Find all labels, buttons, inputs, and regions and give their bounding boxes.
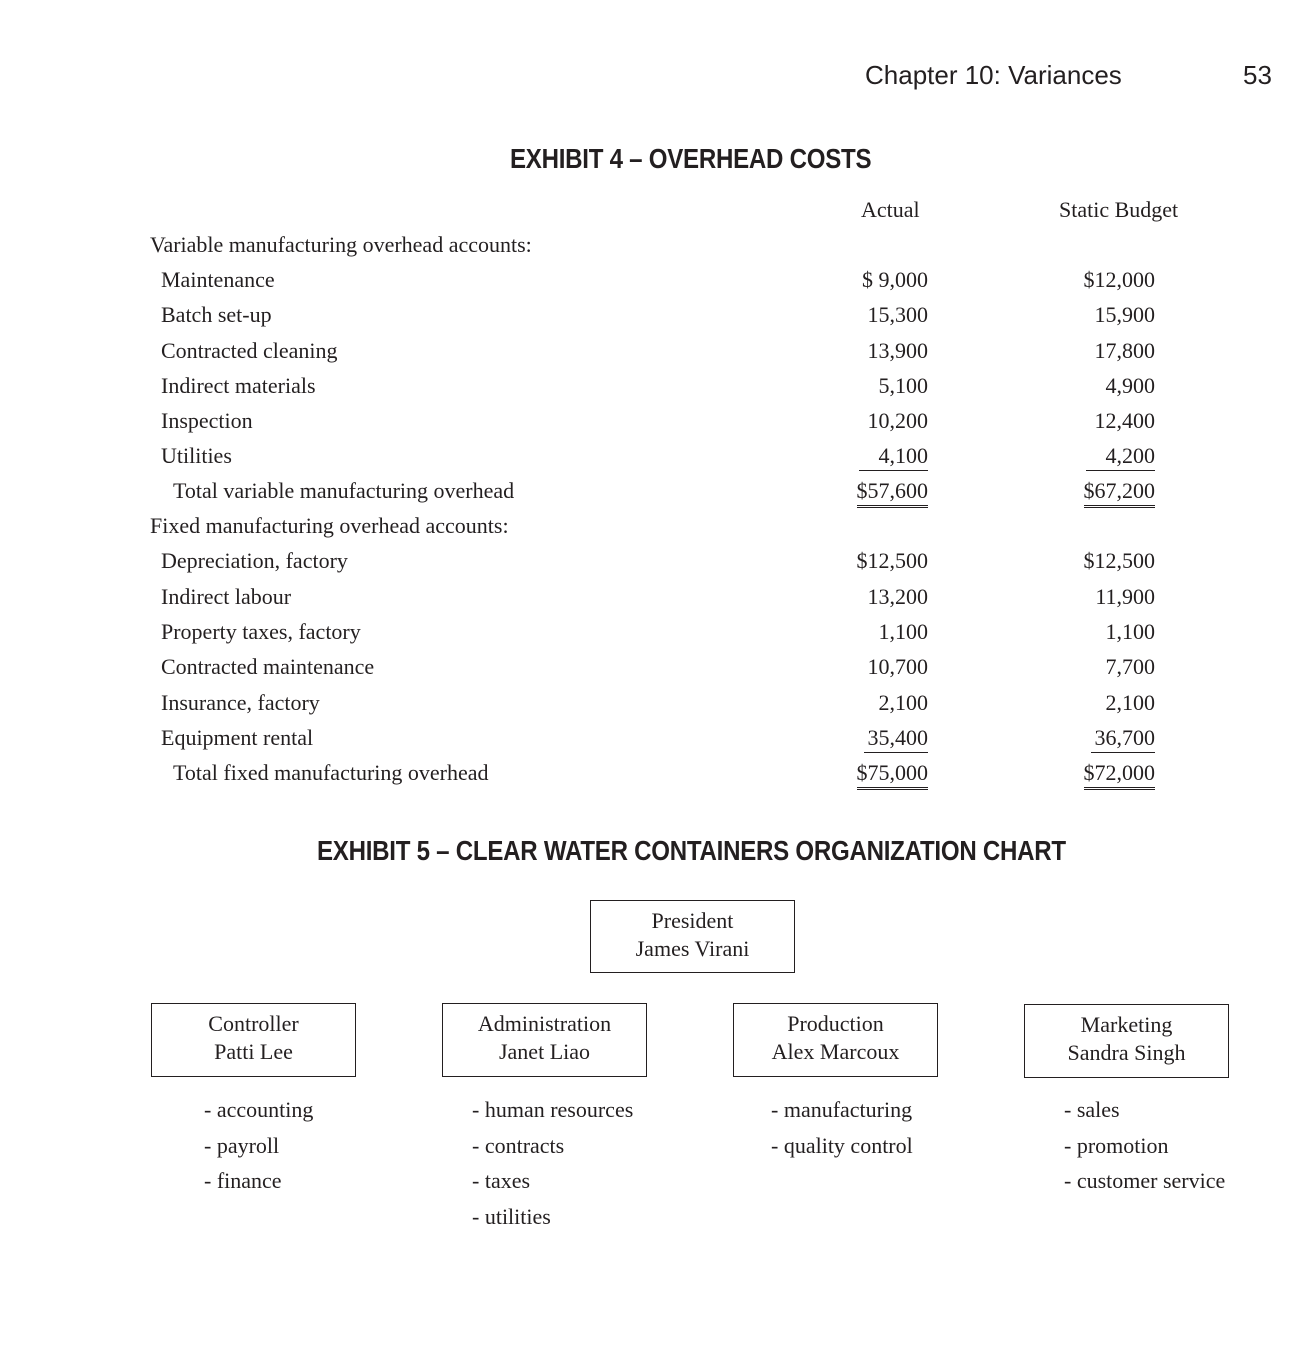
org-role: Marketing <box>1080 1012 1173 1037</box>
variable-row-label: Maintenance <box>161 267 275 292</box>
variable-row-budget: 17,800 <box>1094 338 1155 363</box>
fixed-row-budget: 2,100 <box>1105 690 1155 715</box>
variable-row-label: Batch set-up <box>161 302 272 327</box>
duty-item: - utilities <box>472 1203 551 1229</box>
exhibit-4-title: EXHIBIT 4 – OVERHEAD COSTS <box>510 143 872 174</box>
variable-row-budget: 4,900 <box>1105 373 1155 398</box>
org-box-controller <box>151 1003 356 1077</box>
fixed-row-label: Contracted maintenance <box>161 654 375 679</box>
variable-row-budget: 4,200 <box>1045 443 1155 471</box>
variable-row-actual: 10,200 <box>867 408 928 433</box>
duty-item: - quality control <box>771 1132 913 1158</box>
variable-row-label: Indirect materials <box>161 373 316 398</box>
fixed-row-budget: $12,500 <box>1083 548 1155 573</box>
fixed-row-actual: 10,700 <box>867 654 928 679</box>
duty-item: - promotion <box>1064 1132 1169 1158</box>
fixed-row-label: Indirect labour <box>161 584 292 609</box>
column-header-actual: Actual <box>861 197 920 222</box>
variable-overhead-heading: Variable manufacturing overhead accounts: <box>150 232 532 257</box>
org-person-name: James Virani <box>635 936 750 961</box>
fixed-row-actual: 2,100 <box>878 690 928 715</box>
fixed-row-label: Depreciation, factory <box>161 548 348 573</box>
chapter-title: Chapter 10: Variances <box>865 60 1122 90</box>
fixed-row-label: Property taxes, factory <box>161 619 361 644</box>
page-number: 53 <box>1243 60 1272 90</box>
column-header-static-budget: Static Budget <box>1059 197 1179 222</box>
org-role: Production <box>787 1011 884 1036</box>
org-box-administration <box>442 1003 647 1077</box>
fixed-row-label: Equipment rental <box>161 725 314 750</box>
fixed-row-actual: 13,200 <box>867 584 928 609</box>
duty-item: - taxes <box>472 1168 531 1193</box>
org-role: Controller <box>208 1011 299 1036</box>
total-fixed-overhead-label: Total fixed manufacturing overhead <box>173 760 489 785</box>
total-fixed-overhead-budget: $72,000 <box>1045 760 1155 790</box>
org-box-marketing <box>1024 1004 1229 1078</box>
variable-row-label: Inspection <box>161 408 253 433</box>
duty-item: - contracts <box>472 1132 565 1158</box>
fixed-row-actual: $12,500 <box>856 548 928 573</box>
variable-row-actual: 15,300 <box>867 302 928 327</box>
total-variable-overhead-actual: $57,600 <box>818 478 928 508</box>
duty-item: - finance <box>204 1168 282 1193</box>
variable-row-budget: 15,900 <box>1094 302 1155 327</box>
org-person-name: Sandra Singh <box>1067 1040 1186 1065</box>
fixed-row-label: Insurance, factory <box>161 690 320 715</box>
total-fixed-overhead-actual: $75,000 <box>818 760 928 790</box>
fixed-row-actual: 35,400 <box>818 725 928 753</box>
duty-item: - manufacturing <box>771 1097 913 1122</box>
org-box-production <box>733 1003 938 1077</box>
fixed-row-actual: 1,100 <box>878 619 928 644</box>
exhibit-5-title: EXHIBIT 5 – CLEAR WATER CONTAINERS ORGANIZATION CHART <box>317 835 1066 866</box>
variable-row-label: Utilities <box>161 443 232 468</box>
production-duties-list <box>771 1097 913 1168</box>
org-person-name: Patti Lee <box>214 1039 293 1064</box>
variable-row-budget: $12,000 <box>1083 267 1155 292</box>
fixed-row-budget: 36,700 <box>1045 725 1155 753</box>
marketing-duties-list <box>1064 1097 1225 1204</box>
variable-row-actual: $ 9,000 <box>862 267 928 292</box>
org-box-president <box>590 900 795 973</box>
org-person-name: Alex Marcoux <box>771 1039 900 1064</box>
controller-duties-list <box>204 1097 313 1204</box>
duty-item: - payroll <box>204 1132 280 1158</box>
total-variable-overhead-budget: $67,200 <box>1045 478 1155 508</box>
total-variable-overhead-label: Total variable manufacturing overhead <box>173 478 515 503</box>
fixed-row-budget: 1,100 <box>1105 619 1155 644</box>
org-role: President <box>651 908 734 933</box>
variable-row-actual: 5,100 <box>878 373 928 398</box>
duty-item: - human resources <box>472 1097 634 1122</box>
duty-item: - sales <box>1064 1097 1120 1122</box>
variable-row-actual: 13,900 <box>867 338 928 363</box>
duty-item: - customer service <box>1064 1168 1226 1193</box>
variable-row-budget: 12,400 <box>1094 408 1155 433</box>
administration-duties-list <box>472 1097 633 1239</box>
duty-item: - accounting <box>204 1097 314 1122</box>
variable-row-label: Contracted cleaning <box>161 338 338 363</box>
fixed-row-budget: 7,700 <box>1105 654 1155 679</box>
org-person-name: Janet Liao <box>498 1039 591 1064</box>
fixed-row-budget: 11,900 <box>1095 584 1155 609</box>
fixed-overhead-heading: Fixed manufacturing overhead accounts: <box>150 513 509 538</box>
org-role: Administration <box>477 1011 612 1036</box>
variable-row-actual: 4,100 <box>818 443 928 471</box>
